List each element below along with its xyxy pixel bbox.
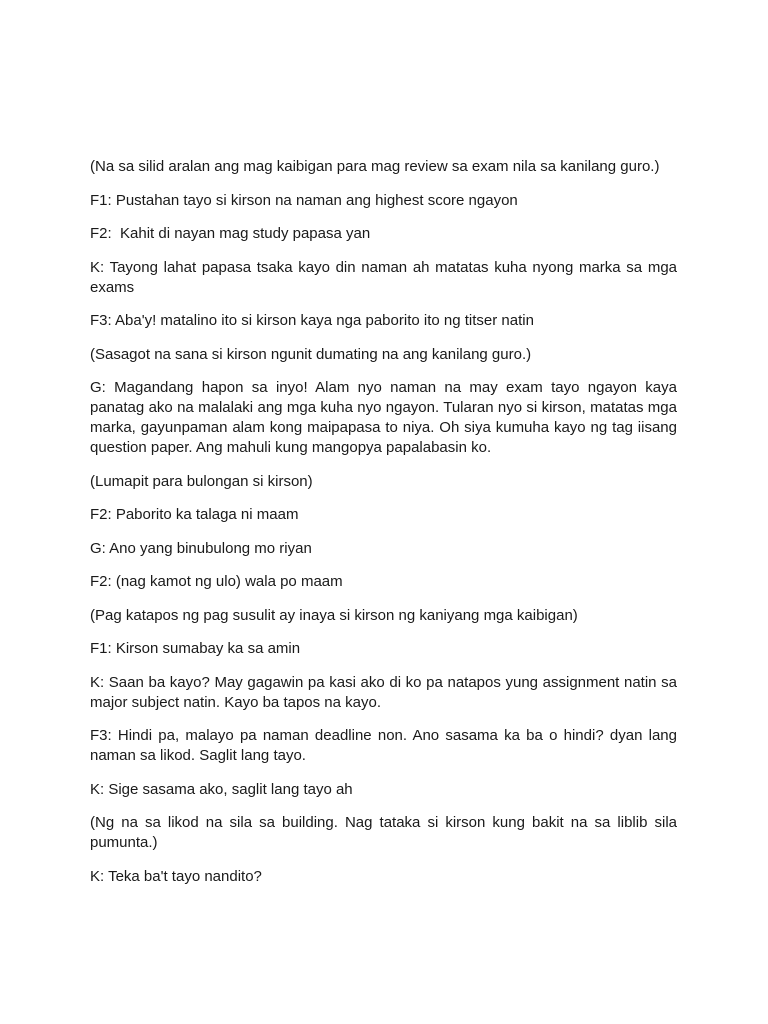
paragraph-12: (Pag katapos ng pag susulit ay inaya si kirson ng kaniyang mga kaibigan) [90,606,578,624]
paragraph-3: F2: Kahit di nayan mag study papasa yan [90,225,371,242]
paragraph-15: F3: Hindi pa, malayo pa naman deadline non. Ano sasama ka ba o hindi? dyan lang naman sa likod. Saglit lang tayo. [90,727,682,764]
paragraph-9: F2: Paborito ka talaga ni maam [90,506,299,523]
paragraph-10: G: Ano yang binubulong mo riyan [90,539,312,557]
paragraph-11: F2: (nag kamot ng ulo) wala po maam [90,573,343,590]
paragraph-1: (Na sa silid aralan ang mag kaibigan para mag review sa exam nila sa kanilang guro.) [90,158,660,175]
paragraph-6: (Sasagot na sana si kirson ngunit dumating na ang kanilang guro.) [90,345,532,363]
paragraph-13: F1: Kirson sumabay ka sa amin [90,640,301,657]
paragraph-16: K: Sige sasama ako, saglit lang tayo ah [90,780,353,798]
paragraph-14: K: Saan ba kayo? May gagawin pa kasi ako di ko pa natapos yung assignment natin sa major subject natin. Kayo ba tapos na kayo. [90,673,682,711]
paragraph-7: G: Magandang hapon sa inyo! Alam nyo naman na may exam tayo ngayon kaya panatag ako na malalaki ang mga kuha nyo ngayon. Tularan nyo si kirson, matatas mga marka, gayunpaman alam kong maipapasa to niya. Oh siya kumuha kayo ng tag iisang question paper. Ang mahuli kung mangopya papalabasin ko. [90,379,682,456]
paragraph-17: (Ng na sa likod na sila sa building. Nag tataka si kirson kung bakit na sa liblib sila pumunta.) [90,814,682,851]
paragraph-8: (Lumapit para bulongan si kirson) [90,472,313,490]
paragraph-2: F1: Pustahan tayo si kirson na naman ang highest score ngayon [90,191,518,209]
paragraph-5: F3: Aba'y! matalino ito si kirson kaya nga paborito ito ng titser natin [90,312,534,329]
paragraph-4: K: Tayong lahat papasa tsaka kayo din naman ah matatas kuha nyong marka sa mga exams [90,258,682,296]
document-page [90,157,682,900]
paragraph-18: K: Teka ba't tayo nandito? [90,867,262,885]
